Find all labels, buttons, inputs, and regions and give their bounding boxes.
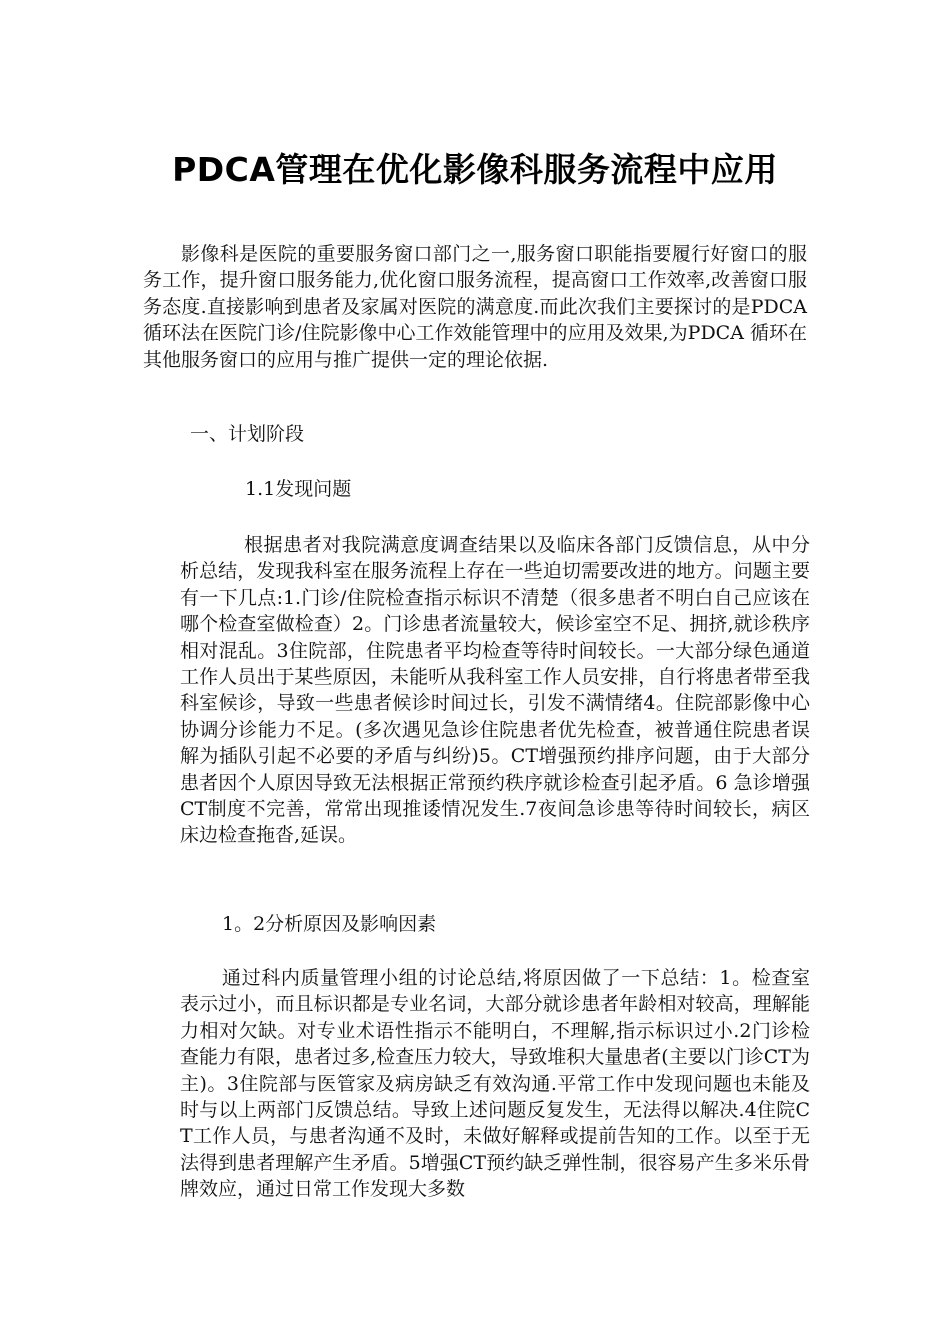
subsection-heading-find-problems: 1.1发现问题: [245, 478, 352, 500]
intro-paragraph: 影像科是医院的重要服务窗口部门之一,服务窗口职能指要履行好窗口的服务工作，提升窗口服务能力,优化窗口服务流程，提高窗口工作效率,改善窗口服务态度.直接影响到患者及家属对医院的满意度.而此次我们主要探讨的是PDCA循环法在医院门诊/住院影像中心工作效能管理中的应用及效果,为PDCA 循环在其他服务窗口的应用与推广提供一定的理论依据.: [143, 243, 807, 371]
section-heading-plan: 一、计划阶段: [190, 423, 305, 445]
subsection-heading-analyze-causes: 1。2分析原因及影响因素: [222, 913, 437, 935]
document-title: PDCA管理在优化影像科服务流程中应用: [172, 150, 778, 189]
causes-paragraph: 通过科内质量管理小组的讨论总结,将原因做了一下总结：1。检查室表示过小，而且标识都是专业名词，大部分就诊患者年龄相对较高，理解能力相对欠缺。对专业术语性指示不能明白，不理解,指示标识过小.2门诊检查能力有限，患者过多,检查压力较大，导致堆积大量患者(主要以门诊CT为主)。3住院部与医管家及病房缺乏有效沟通.平常工作中发现问题也未能及时与以上两部门反馈总结。导致上述问题反复发生，无法得以解决.4住院CT工作人员，与患者沟通不及时，未做好解释或提前告知的工作。以至于无法得到患者理解产生矛盾。5增强CT预约缺乏弹性制，很容易产生多米乐骨牌效应，通过日常工作发现大多数: [180, 967, 810, 1201]
problems-paragraph: 根据患者对我院满意度调查结果以及临床各部门反馈信息，从中分析总结，发现我科室在服务流程上存在一些迫切需要改进的地方。问题主要有一下几点:1.门诊/住院检查指示标识不清楚（很多患者不明白自己应该在哪个检查室做检查）2。门诊患者流量较大，候诊室空不足、拥挤,就诊秩序相对混乱。3住院部，住院患者平均检查等待时间较长。一大部分绿色通道工作人员出于某些原因，未能听从我科室工作人员安排，自行将患者带至我科室候诊，导致一些患者候诊时间过长，引发不满情绪4。住院部影像中心协调分诊能力不足。(多次遇见急诊住院患者优先检查，被普通住院患者误解为插队引起不必要的矛盾与纠纷)5。CT增强预约排序问题，由于大部分患者因个人原因导致无法根据正常预约秩序就诊检查引起矛盾。6 急诊增强CT制度不完善，常常出现推诿情况发生.7夜间急诊患等待时间较长，病区床边检查拖沓,延误。: [180, 534, 810, 847]
